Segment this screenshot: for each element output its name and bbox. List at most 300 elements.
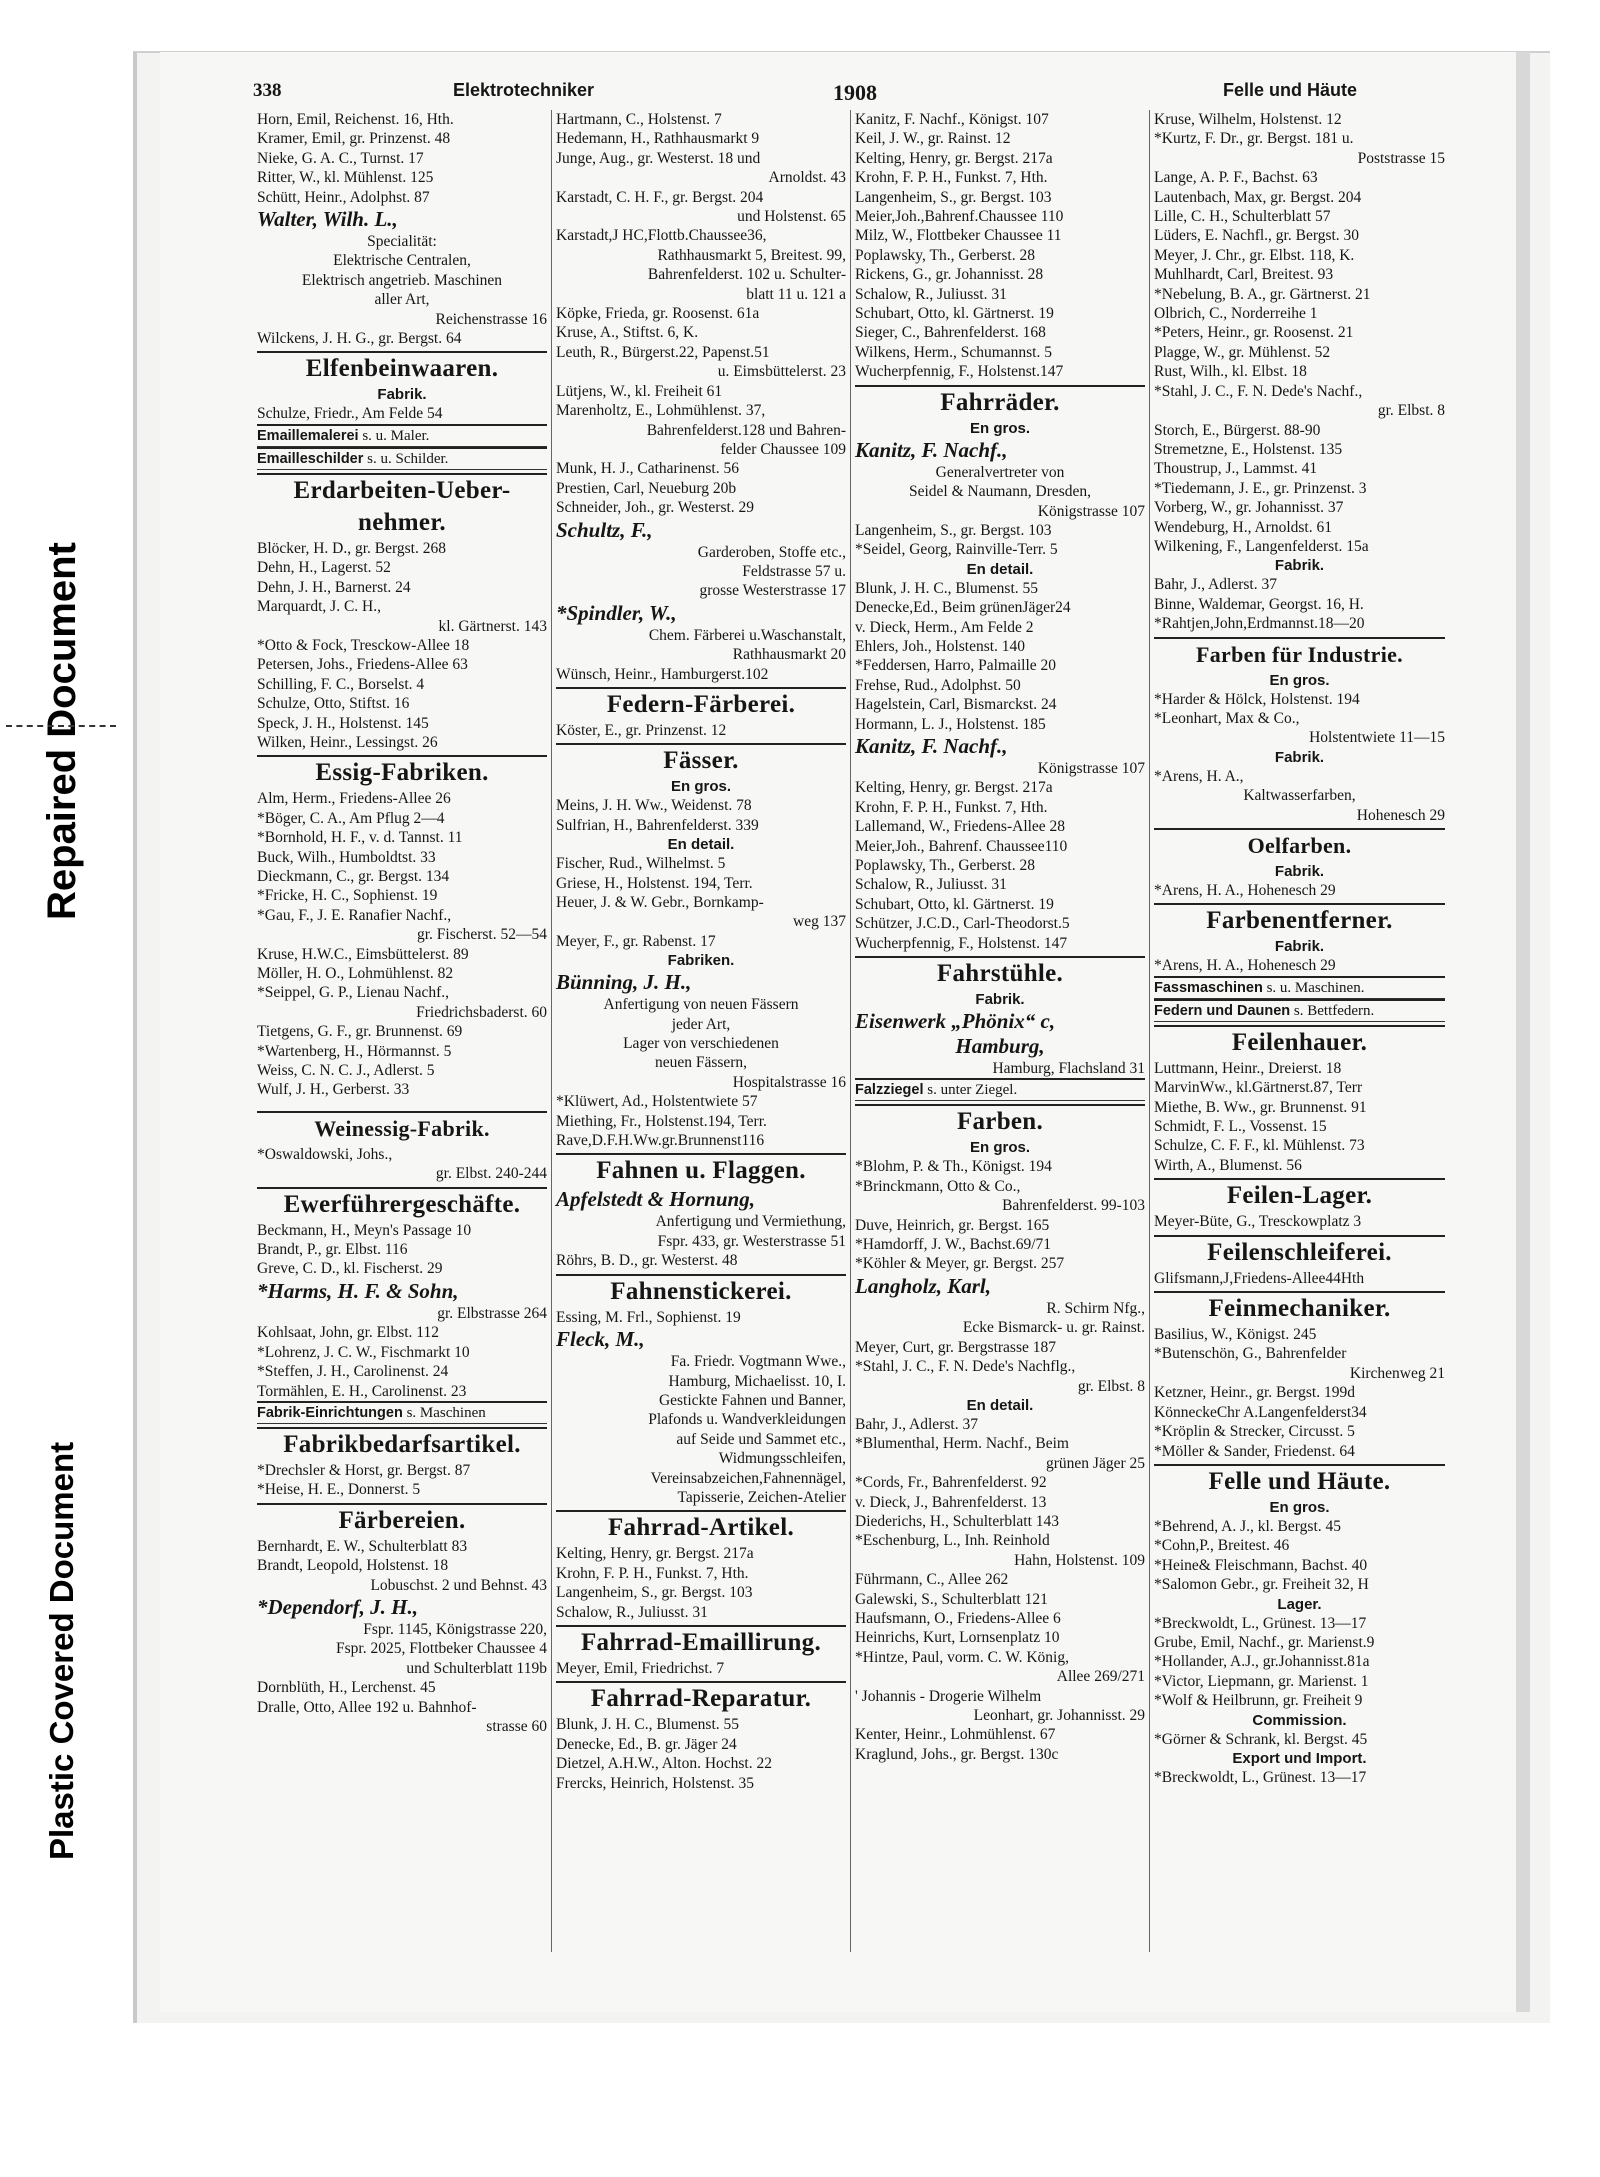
directory-entry: *Hamdorff, J. W., Bachst.69/71 — [855, 1236, 1052, 1254]
subheading: En detail. — [966, 560, 1034, 578]
directory-entry: Bahr, J., Adlerst. 37 — [1154, 576, 1277, 594]
directory-entry: Meyer, Curt, gr. Bergstrasse 187 — [855, 1338, 1056, 1356]
subheading: Fabrik. — [377, 386, 427, 404]
section-heading: Fahrstühle. — [855, 956, 1145, 990]
directory-entry: Schulze, C. F. F., kl. Mühlenst. 73 — [1154, 1137, 1365, 1155]
entry-description: Seidel & Naumann, Dresden, — [908, 483, 1092, 501]
directory-entry: Wendeburg, H., Arnoldst. 61 — [1154, 518, 1332, 536]
directory-entry: Schulze, Otto, Stiftst. 16 — [257, 695, 410, 713]
featured-firm-name: *Dependorf, J. H., — [257, 1594, 418, 1619]
directory-entry: ' Johannis - Drogerie Wilhelm — [855, 1687, 1042, 1705]
subheading: Fabrik. — [975, 991, 1025, 1009]
entry-continuation: blatt 11 u. 121 a — [746, 285, 846, 303]
directory-entry: Wulf, J. H., Gerberst. 33 — [257, 1081, 410, 1099]
entry-continuation: Garderoben, Stoffe etc., — [697, 543, 846, 561]
directory-entry: *Victor, Liepmann, gr. Marienst. 1 — [1154, 1672, 1369, 1690]
directory-entry: *Böger, C. A., Am Pflug 2—4 — [257, 809, 445, 827]
directory-entry: *Lohrenz, J. C. W., Fischmarkt 10 — [257, 1343, 470, 1361]
directory-entry: *Drechsler & Horst, gr. Bergst. 87 — [257, 1461, 471, 1479]
directory-entry: Dehn, J. H., Barnerst. 24 — [257, 578, 411, 596]
cross-reference-term: Emailleschilder — [257, 450, 364, 467]
header-year: 1908 — [833, 80, 877, 105]
directory-entry: *Leonhart, Max & Co., — [1154, 709, 1300, 727]
subheading: Fabrik. — [1274, 938, 1325, 956]
directory-entry: v. Dieck, J., Bahrenfelderst. 13 — [855, 1493, 1047, 1511]
directory-entry: *Blumenthal, Herm. Nachf., Beim — [855, 1435, 1069, 1453]
cross-reference-term: Fabrik-Einrichtungen — [257, 1404, 403, 1421]
directory-entry: Storch, E., Bürgerst. 88-90 — [1154, 421, 1321, 439]
directory-entry: *Arens, H. A., Hohenesch 29 — [1154, 957, 1336, 975]
entry-continuation: Fspr. 1145, Königstrasse 220, — [363, 1620, 547, 1638]
directory-entry: *Behrend, A. J., kl. Bergst. 45 — [1154, 1517, 1341, 1535]
entry-continuation: Bahrenfelderst. 102 u. Schulter- — [647, 266, 846, 284]
section-heading: Felle und Häute. — [1154, 1464, 1445, 1498]
section-heading-continued: nehmer. — [358, 508, 446, 536]
directory-entry: Wilkens, Herm., Schumannst. 5 — [855, 343, 1052, 361]
entry-continuation: Hamburg, Flachsland 31 — [992, 1060, 1145, 1078]
cross-reference-term: Federn und Daunen — [1154, 1002, 1291, 1019]
entry-continuation: Bahrenfelderst. 99-103 — [1002, 1197, 1145, 1215]
directory-entry: Petersen, Johs., Friedens-Allee 63 — [257, 656, 468, 674]
entry-description: jeder Art, — [671, 1015, 731, 1033]
entry-continuation: Plafonds u. Wandverkleidungen — [648, 1411, 846, 1429]
directory-entry: Hartmann, C., Holstenst. 7 — [556, 111, 722, 128]
entry-continuation: auf Seide und Sammet etc., — [676, 1430, 846, 1448]
directory-entry: Greve, C. D., kl. Fischerst. 29 — [257, 1260, 443, 1278]
column-3 — [851, 110, 1150, 1952]
featured-firm-name: Langholz, Karl, — [855, 1273, 991, 1298]
directory-entry: Lütjens, W., kl. Freiheit 61 — [556, 382, 723, 400]
entry-continuation: Anfertigung und Vermiethung, — [655, 1213, 846, 1231]
entry-continuation: Hahn, Holstenst. 109 — [1014, 1551, 1145, 1569]
section-heading: Farben für Industrie. — [1154, 637, 1445, 671]
entry-continuation: Vereinsabzeichen,Fahnennägel, — [650, 1469, 846, 1487]
directory-entry: Schubart, Otto, kl. Gärtnerst. 19 — [855, 305, 1054, 323]
directory-entry: Schalow, R., Juliusst. 31 — [855, 876, 1007, 894]
directory-entry: *Stahl, J. C., F. N. Dede's Nachflg., — [855, 1358, 1076, 1376]
directory-entry: Blöcker, H. D., gr. Bergst. 268 — [257, 539, 446, 557]
section-heading: Elfenbeinwaaren. — [257, 351, 547, 385]
directory-entry: Olbrich, C., Norderreihe 1 — [1154, 305, 1318, 323]
directory-entry: Meins, J. H. Ww., Weidenst. 78 — [556, 797, 752, 815]
directory-entry: Kenter, Heinr., Lohmühlenst. 67 — [855, 1726, 1056, 1744]
section-heading: Farbenentferner. — [1154, 903, 1445, 937]
directory-entry: Langenheim, S., gr. Bergst. 103 — [855, 521, 1052, 539]
entry-continuation: Ecke Bismarck- u. gr. Rainst. — [962, 1319, 1145, 1337]
entry-continuation: Königstrasse 107 — [1037, 502, 1145, 520]
featured-firm-name-continued: Hamburg, — [955, 1034, 1045, 1059]
entry-continuation: gr. Elbst. 8 — [1377, 402, 1445, 420]
directory-entry: Kruse, H.W.C., Eimsbüttelerst. 89 — [257, 945, 469, 963]
directory-entry: Wilkening, F., Langenfelderst. 15a — [1154, 537, 1369, 555]
plastic-covered-document-label: Plastic Covered Document — [43, 1441, 80, 1860]
directory-entry: Meyer-Büte, G., Tresckowplatz 3 — [1154, 1213, 1362, 1231]
directory-entry: Schalow, R., Juliusst. 31 — [556, 1603, 708, 1621]
entry-continuation: grosse Westerstrasse 17 — [699, 582, 846, 600]
directory-entry: *Seidel, Georg, Rainville-Terr. 5 — [855, 541, 1058, 559]
directory-entry: Leuth, R., Bürgerst.22, Papenst.51 — [556, 343, 770, 361]
directory-entry: Führmann, C., Allee 262 — [855, 1571, 1009, 1589]
subheading: Fabrik. — [1274, 863, 1325, 880]
directory-entry: *Eschenburg, L., Inh. Reinhold — [855, 1532, 1050, 1550]
column-2 — [552, 110, 851, 1952]
section-heading: Feilenhauer. — [1154, 1025, 1445, 1059]
featured-firm-name: Apfelstedt & Hornung, — [556, 1187, 755, 1212]
section-heading: Fahrrad-Emaillirung. — [556, 1625, 846, 1659]
cross-reference-term: Emaillemalerei — [257, 427, 359, 444]
directory-entry: Meier,Joh., Bahrenf. Chaussee110 — [855, 837, 1068, 855]
entry-description: neuen Fässern, — [654, 1054, 748, 1072]
directory-entry: Schubart, Otto, kl. Gärtnerst. 19 — [855, 895, 1054, 913]
directory-entry: *Rahtjen,John,Erdmannst.18—20 — [1154, 615, 1365, 633]
directory-entry: *Wartenberg, H., Hörmannst. 5 — [257, 1042, 452, 1060]
entry-description: Kaltwasserfarben, — [1243, 787, 1356, 805]
directory-entry: Nieke, G. A. C., Turnst. 17 — [257, 149, 424, 167]
directory-entry: Dornblüth, H., Lerchenst. 45 — [257, 1679, 436, 1697]
section-heading: Farben. — [855, 1104, 1145, 1138]
directory-entry: Hormann, L. J., Holstenst. 185 — [855, 715, 1046, 733]
directory-entry: Sulfrian, H., Bahrenfelderst. 339 — [556, 816, 759, 834]
directory-entry: Miethe, B. Ww., gr. Brunnenst. 91 — [1154, 1098, 1367, 1116]
section-heading: Färbereien. — [257, 1503, 547, 1537]
directory-entry: Kraglund, Johs., gr. Bergst. 130c — [855, 1745, 1059, 1763]
directory-entry: Lüders, E. Nachfl., gr. Bergst. 30 — [1154, 227, 1360, 245]
entry-continuation: Chem. Färberei u.Waschanstalt, — [648, 626, 846, 644]
section-heading: Ewerführergeschäfte. — [257, 1187, 547, 1221]
directory-entry: Duve, Heinrich, gr. Bergst. 165 — [855, 1216, 1050, 1234]
section-heading: Fabrikbedarfsartikel. — [257, 1427, 547, 1461]
directory-entry: Karstadt, C. H. F., gr. Bergst. 204 — [556, 188, 764, 206]
directory-entry: *Tiedemann, J. E., gr. Prinzenst. 3 — [1154, 479, 1367, 497]
directory-entry: Heinrichs, Kurt, Lornsenplatz 10 — [855, 1629, 1060, 1647]
directory-entry: Schmidt, F. L., Vossenst. 15 — [1154, 1118, 1327, 1136]
directory-entry: *Gau, F., J. E. Ranafier Nachf., — [257, 906, 452, 924]
directory-entry: Frercks, Heinrich, Holstenst. 35 — [556, 1774, 755, 1792]
entry-continuation: Bahrenfelderst.128 und Bahren- — [646, 421, 846, 439]
directory-entry: Kohlsaat, John, gr. Elbst. 112 — [257, 1324, 439, 1342]
directory-entry: Griese, H., Holstenst. 194, Terr. — [556, 874, 753, 892]
directory-entry: *Hollander, A.J., gr.Johannisst.81a — [1154, 1653, 1370, 1671]
directory-entry: Rickens, G., gr. Johannisst. 28 — [855, 266, 1044, 284]
directory-entry: *Arens, H. A., Hohenesch 29 — [1154, 882, 1336, 899]
subheading: Fabrik. — [1274, 748, 1325, 766]
directory-entry: *Butenschön, G., Bahrenfelder — [1154, 1345, 1347, 1363]
directory-entry: Luttmann, Heinr., Dreierst. 18 — [1154, 1059, 1342, 1077]
directory-entry: Poplawsky, Th., Gerberst. 28 — [855, 246, 1035, 264]
directory-entry: Thoustrup, J., Lammst. 41 — [1154, 460, 1318, 478]
directory-entry: Ehlers, Joh., Holstenst. 140 — [855, 637, 1026, 655]
directory-entry: Röhrs, B. D., gr. Westerst. 48 — [556, 1252, 738, 1270]
entry-continuation: Fa. Friedr. Vogtmann Wwe., — [670, 1353, 846, 1371]
directory-entry: Lallemand, W., Friedens-Allee 28 — [855, 818, 1066, 836]
directory-entry: Köster, E., gr. Prinzenst. 12 — [556, 721, 727, 739]
directory-entry: Munk, H. J., Catharinenst. 56 — [556, 460, 739, 478]
directory-entry: Blunk, J. H. C., Blumenst. 55 — [556, 1716, 740, 1734]
featured-firm-name: Kanitz, F. Nachf., — [855, 437, 1008, 462]
entry-continuation: Gestickte Fahnen und Banner, — [658, 1391, 846, 1409]
subheading: Export und Import. — [1232, 1749, 1367, 1767]
dashed-divider — [6, 725, 116, 727]
directory-entry: *Köhler & Meyer, gr. Bergst. 257 — [855, 1255, 1065, 1273]
directory-entry: Poplawsky, Th., Gerberst. 28 — [855, 857, 1035, 874]
cross-reference-term: Falzziegel — [855, 1082, 924, 1099]
directory-entry: Kruse, A., Stiftst. 6, K. — [556, 324, 699, 342]
entry-continuation: Friedrichsbaderst. 60 — [416, 1003, 547, 1021]
cross-reference — [257, 1401, 547, 1424]
entry-continuation: weg 137 — [793, 913, 846, 931]
directory-entry: *Cords, Fr., Bahrenfelderst. 92 — [855, 1474, 1047, 1492]
entry-continuation: Feldstrasse 57 u. — [742, 562, 846, 580]
entry-continuation: grünen Jäger 25 — [1046, 1454, 1145, 1472]
directory-entry: *Brinckmann, Otto & Co., — [855, 1177, 1021, 1195]
directory-entry: *Heise, H. E., Donnerst. 5 — [257, 1481, 421, 1499]
directory-entry: *Kurtz, F. Dr., gr. Bergst. 181 u. — [1154, 130, 1354, 148]
entry-description: Lager von verschiedenen — [623, 1035, 779, 1053]
featured-firm-name: Fleck, M., — [556, 1327, 645, 1352]
directory-entry: *Görner & Schrank, kl. Bergst. 45 — [1154, 1730, 1368, 1748]
entry-continuation: Hohenesch 29 — [1356, 806, 1445, 824]
directory-entry: Schalow, R., Juliusst. 31 — [855, 285, 1007, 303]
section-heading: Essig-Fabriken. — [257, 755, 547, 789]
directory-entry: Ketzner, Heinr., gr. Bergst. 199d — [1154, 1384, 1355, 1402]
subheading: En detail. — [966, 1396, 1034, 1414]
entry-continuation: Arnoldst. 43 — [768, 169, 846, 187]
entry-description: aller Art, — [374, 291, 430, 309]
directory-entry: Buck, Wilh., Humboldtst. 33 — [257, 848, 436, 866]
section-heading: Fahnenstickerei. — [556, 1274, 846, 1308]
entry-continuation: Leonhart, gr. Johannisst. 29 — [973, 1707, 1145, 1724]
section-heading: Fässer. — [556, 743, 846, 777]
entry-continuation: gr. Elbst. 240-244 — [435, 1165, 547, 1183]
directory-entry: Fischer, Rud., Wilhelmst. 5 — [556, 855, 726, 873]
page-number: 338 — [253, 80, 282, 101]
cross-reference-target: s. Bettfedern. — [1290, 1002, 1375, 1019]
directory-entry: Krohn, F. P. H., Funkst. 7, Hth. — [855, 169, 1048, 187]
entry-continuation: Poststrasse 15 — [1357, 149, 1445, 167]
entry-continuation: strasse 60 — [486, 1717, 547, 1735]
directory-entry: Haufsmann, O., Friedens-Allee 6 — [855, 1609, 1061, 1627]
directory-entry: *Cohn,P., Breitest. 46 — [1154, 1537, 1290, 1555]
section-heading: Fahrrad-Reparatur. — [556, 1681, 846, 1715]
directory-entry: v. Dieck, Herm., Am Felde 2 — [855, 618, 1034, 636]
directory-entry: *Kröplin & Strecker, Circusst. 5 — [1154, 1423, 1355, 1441]
directory-entry: Schilling, F. C., Borselst. 4 — [257, 675, 425, 693]
directory-entry: *Bornhold, H. F., v. d. Tannst. 11 — [257, 829, 463, 847]
directory-entry: Hagelstein, Carl, Bismarckst. 24 — [855, 696, 1057, 714]
directory-entry: Wucherpfennig, F., Holstenst. 147 — [855, 934, 1068, 952]
featured-firm-name: Schultz, F., — [556, 517, 653, 542]
cross-reference — [257, 447, 547, 470]
entry-description: Elektrische Centralen, — [333, 252, 471, 270]
directory-entry: Beckmann, H., Meyn's Passage 10 — [257, 1221, 472, 1239]
entry-continuation: Tapisserie, Zeichen-Atelier — [677, 1488, 846, 1506]
column-1 — [253, 110, 552, 1952]
section-heading: Fahrrad-Artikel. — [556, 1510, 846, 1544]
directory-entry: Langenheim, S., gr. Bergst. 103 — [556, 1584, 753, 1602]
directory-entry: Wucherpfennig, F., Holstenst.147 — [855, 363, 1064, 381]
subheading: Lager. — [1277, 1595, 1322, 1613]
directory-entry: Dehn, H., Lagerst. 52 — [257, 559, 391, 577]
entry-continuation: Fspr. 433, gr. Westerstrasse 51 — [657, 1232, 846, 1250]
entry-continuation: Rathhausmarkt 5, Breitest. 99, — [657, 246, 846, 264]
directory-entry: *Fricke, H. C., Sophienst. 19 — [257, 887, 438, 905]
section-heading: Weinessig-Fabrik. — [257, 1111, 547, 1145]
directory-entry: *Breckwoldt, L., Grünest. 13—17 — [1154, 1768, 1367, 1786]
entry-continuation: Hospitalstrasse 16 — [732, 1073, 846, 1091]
entry-continuation: Holstentwiete 11—15 — [1309, 729, 1445, 747]
directory-entry: *Klüwert, Ad., Holstentwiete 57 — [556, 1093, 758, 1111]
entry-continuation: u. Eimsbüttelerst. 23 — [717, 363, 846, 381]
directory-entry: Binne, Waldemar, Georgst. 16, H. — [1154, 595, 1364, 613]
directory-entry: Hedemann, H., Rathhausmarkt 9 — [556, 130, 760, 148]
subheading: En gros. — [1269, 1498, 1330, 1516]
entry-continuation: Allee 269/271 — [1056, 1668, 1145, 1686]
directory-entry: Milz, W., Flottbeker Chaussee 11 — [855, 227, 1062, 245]
subheading: En gros. — [969, 1139, 1030, 1157]
directory-entry: *Möller & Sander, Friedenst. 64 — [1154, 1442, 1355, 1460]
directory-entry: Schulze, Friedr., Am Felde 54 — [257, 405, 443, 423]
entry-continuation: gr. Fischerst. 52—54 — [416, 926, 547, 944]
directory-entry: Diederichs, H., Schulterblatt 143 — [855, 1512, 1060, 1530]
directory-entry: *Peters, Heinr., gr. Roosenst. 21 — [1154, 324, 1354, 342]
cross-reference — [1154, 976, 1445, 999]
directory-entry: Brandt, P., gr. Elbst. 116 — [257, 1241, 408, 1259]
directory-entry: Meier,Joh.,Bahrenf.Chaussee 110 — [855, 208, 1064, 226]
directory-entry: Krohn, F. P. H., Funkst. 7, Hth. — [855, 798, 1048, 816]
entry-description: Specialität: — [367, 233, 437, 251]
entry-continuation: Kirchenweg 21 — [1349, 1364, 1445, 1382]
directory-entry: Marquardt, J. C. H., — [257, 598, 381, 616]
section-heading: Fahnen u. Flaggen. — [556, 1153, 846, 1187]
directory-entry: Galewski, S., Schulterblatt 121 — [855, 1590, 1048, 1608]
directory-entry: Kelting, Henry, gr. Bergst. 217a — [855, 149, 1053, 167]
entry-continuation: Fspr. 2025, Flottbeker Chaussee 4 — [336, 1640, 547, 1658]
directory-entry: Tormählen, E. H., Carolinenst. 23 — [257, 1382, 467, 1400]
directory-entry: Lautenbach, Max, gr. Bergst. 204 — [1154, 188, 1362, 206]
entry-continuation: gr. Elbstrasse 264 — [437, 1304, 547, 1322]
directory-entry: Grube, Emil, Nachf., gr. Marienst.9 — [1154, 1633, 1375, 1651]
cross-reference-target: s. Maschinen — [402, 1404, 486, 1421]
directory-entry: *Harder & Hölck, Holstenst. 194 — [1154, 690, 1360, 708]
directory-entry: *Nebelung, B. A., gr. Gärtnerst. 21 — [1154, 285, 1371, 303]
directory-entry: Meyer, Emil, Friedrichst. 7 — [556, 1659, 725, 1677]
entry-description: Generalvertreter von — [935, 463, 1065, 481]
directory-entry: Muhlhardt, Carl, Breitest. 93 — [1154, 266, 1334, 284]
directory-entry: *Arens, H. A., — [1154, 767, 1244, 785]
directory-entry: Keil, J. W., gr. Rainst. 12 — [855, 130, 1011, 148]
section-heading: Feilenschleiferei. — [1154, 1235, 1445, 1269]
directory-entry: Prestien, Carl, Neueburg 20b — [556, 479, 737, 497]
cross-reference — [257, 424, 547, 447]
entry-continuation: Rathhausmarkt 20 — [732, 646, 846, 664]
directory-entry: MarvinWw., kl.Gärtnerst.87, Terr — [1154, 1079, 1363, 1097]
directory-entry: Wilken, Heinr., Lessingst. 26 — [257, 733, 438, 751]
subheading: En gros. — [969, 419, 1030, 437]
directory-entry: Essing, M. Frl., Sophienst. 19 — [556, 1308, 741, 1326]
directory-entry: Frehse, Rud., Adolphst. 50 — [855, 676, 1021, 694]
entry-continuation: Widmungsschleifen, — [718, 1450, 846, 1468]
entry-continuation: gr. Elbst. 8 — [1077, 1377, 1145, 1395]
directory-entry: Glifsmann,J,Friedens-Allee44Hth — [1154, 1269, 1365, 1287]
spacer — [257, 1100, 547, 1108]
directory-entry: Vorberg, W., gr. Johannisst. 37 — [1154, 499, 1344, 517]
cross-reference-target: s. u. Maler. — [358, 427, 430, 444]
directory-entry: Wünsch, Heinr., Hamburgerst.102 — [556, 665, 769, 683]
directory-entry: Basilius, W., Königst. 245 — [1154, 1326, 1317, 1344]
featured-firm-name: *Harms, H. F. & Sohn, — [257, 1278, 459, 1303]
directory-entry: *Blohm, P. & Th., Königst. 194 — [855, 1158, 1052, 1176]
directory-entry: Dieckmann, C., gr. Bergst. 134 — [257, 867, 450, 885]
directory-entry: Junge, Aug., gr. Westerst. 18 und — [556, 149, 761, 167]
directory-entry: Meyer, J. Chr., gr. Elbst. 118, K. — [1154, 246, 1355, 264]
directory-entry: Kramer, Emil, gr. Prinzenst. 48 — [257, 130, 451, 148]
cross-reference-target: s. u. Maschinen. — [1262, 979, 1365, 996]
directory-entry: *Oswaldowski, Johs., — [257, 1145, 393, 1163]
directory-entry: Rust, Wilh., kl. Elbst. 18 — [1154, 363, 1307, 381]
directory-entry: Dralle, Otto, Allee 192 u. Bahnhof- — [257, 1698, 477, 1716]
directory-entry: Horn, Emil, Reichenst. 16, Hth. — [257, 111, 454, 128]
section-heading: Erdarbeiten-Ueber- — [257, 473, 547, 507]
directory-entry: Denecke,Ed., Beim grünenJäger24 — [855, 599, 1071, 617]
directory-entry: Ritter, W., kl. Mühlenst. 125 — [257, 169, 434, 187]
directory-entry: Schützer, J.C.D., Carl-Theodorst.5 — [855, 915, 1070, 933]
directory-columns — [253, 110, 1449, 1952]
directory-entry: Blunk, J. H. C., Blumenst. 55 — [855, 579, 1039, 597]
directory-entry: Wirth, A., Blumenst. 56 — [1154, 1156, 1302, 1174]
directory-entry: Bahr, J., Adlerst. 37 — [855, 1415, 978, 1433]
section-heading: Fahrräder. — [855, 385, 1145, 419]
column-4 — [1150, 110, 1449, 1952]
directory-entry: Heuer, J. & W. Gebr., Bornkamp- — [556, 894, 764, 911]
entry-continuation: Reichenstrasse 16 — [435, 310, 547, 328]
entry-continuation: Königstrasse 107 — [1037, 759, 1145, 777]
repaired-document-label: Repaired Document — [40, 542, 84, 920]
directory-entry: *Salomon Gebr., gr. Freiheit 32, H — [1154, 1576, 1369, 1594]
directory-entry: Weiss, C. N. C. J., Adlerst. 5 — [257, 1062, 435, 1080]
directory-entry: Alm, Herm., Friedens-Allee 26 — [257, 790, 451, 808]
directory-entry: Köpke, Frieda, gr. Roosenst. 61a — [556, 305, 760, 323]
cross-reference-target: s. u. Schilder. — [363, 450, 449, 467]
directory-entry: *Wolf & Heilbrunn, gr. Freiheit 9 — [1154, 1692, 1363, 1710]
directory-entry: Kelting, Henry, gr. Bergst. 217a — [556, 1545, 754, 1563]
entry-continuation: kl. Gärtnerst. 143 — [438, 617, 547, 635]
directory-entry: KönneckeChr A.Langenfelderst34 — [1154, 1403, 1367, 1421]
subheading: En gros. — [1269, 671, 1330, 689]
directory-entry: Kruse, Wilhelm, Holstenst. 12 — [1154, 111, 1342, 128]
featured-firm-name: Bünning, J. H., — [556, 970, 692, 995]
directory-entry: *Steffen, J. H., Carolinenst. 24 — [257, 1363, 449, 1381]
directory-entry: Denecke, Ed., B. gr. Jäger 24 — [556, 1735, 737, 1753]
entry-continuation: Lobuschst. 2 und Behnst. 43 — [370, 1576, 547, 1594]
entry-description: Anfertigung von neuen Fässern — [603, 996, 799, 1014]
entry-continuation: felder Chaussee 109 — [720, 440, 846, 458]
directory-entry: Marenholtz, E., Lohmühlenst. 37, — [556, 402, 766, 420]
directory-entry: Sieger, C., Bahrenfelderst. 168 — [855, 324, 1046, 342]
directory-entry: Tietgens, G. F., gr. Brunnenst. 69 — [257, 1023, 463, 1041]
directory-entry: Dietzel, A.H.W., Alton. Hochst. 22 — [556, 1755, 772, 1773]
running-header — [253, 80, 1449, 104]
cross-reference-target: s. unter Ziegel. — [923, 1082, 1018, 1099]
directory-entry: Langenheim, S., gr. Bergst. 103 — [855, 188, 1052, 206]
entry-continuation: R. Schirm Nfg., — [1046, 1299, 1145, 1317]
entry-description: Elektrisch angetrieb. Maschinen — [301, 271, 503, 289]
directory-entry: *Otto & Fock, Tresckow-Allee 18 — [257, 636, 470, 654]
featured-firm-name: Eisenwerk „Phönix“ c, — [855, 1009, 1056, 1034]
entry-continuation: und Holstenst. 65 — [737, 208, 846, 226]
section-heading: Feinmechaniker. — [1154, 1291, 1445, 1325]
directory-entry: *Stahl, J. C., F. N. Dede's Nachf., — [1154, 382, 1363, 400]
directory-entry: Speck, J. H., Holstenst. 145 — [257, 714, 429, 732]
